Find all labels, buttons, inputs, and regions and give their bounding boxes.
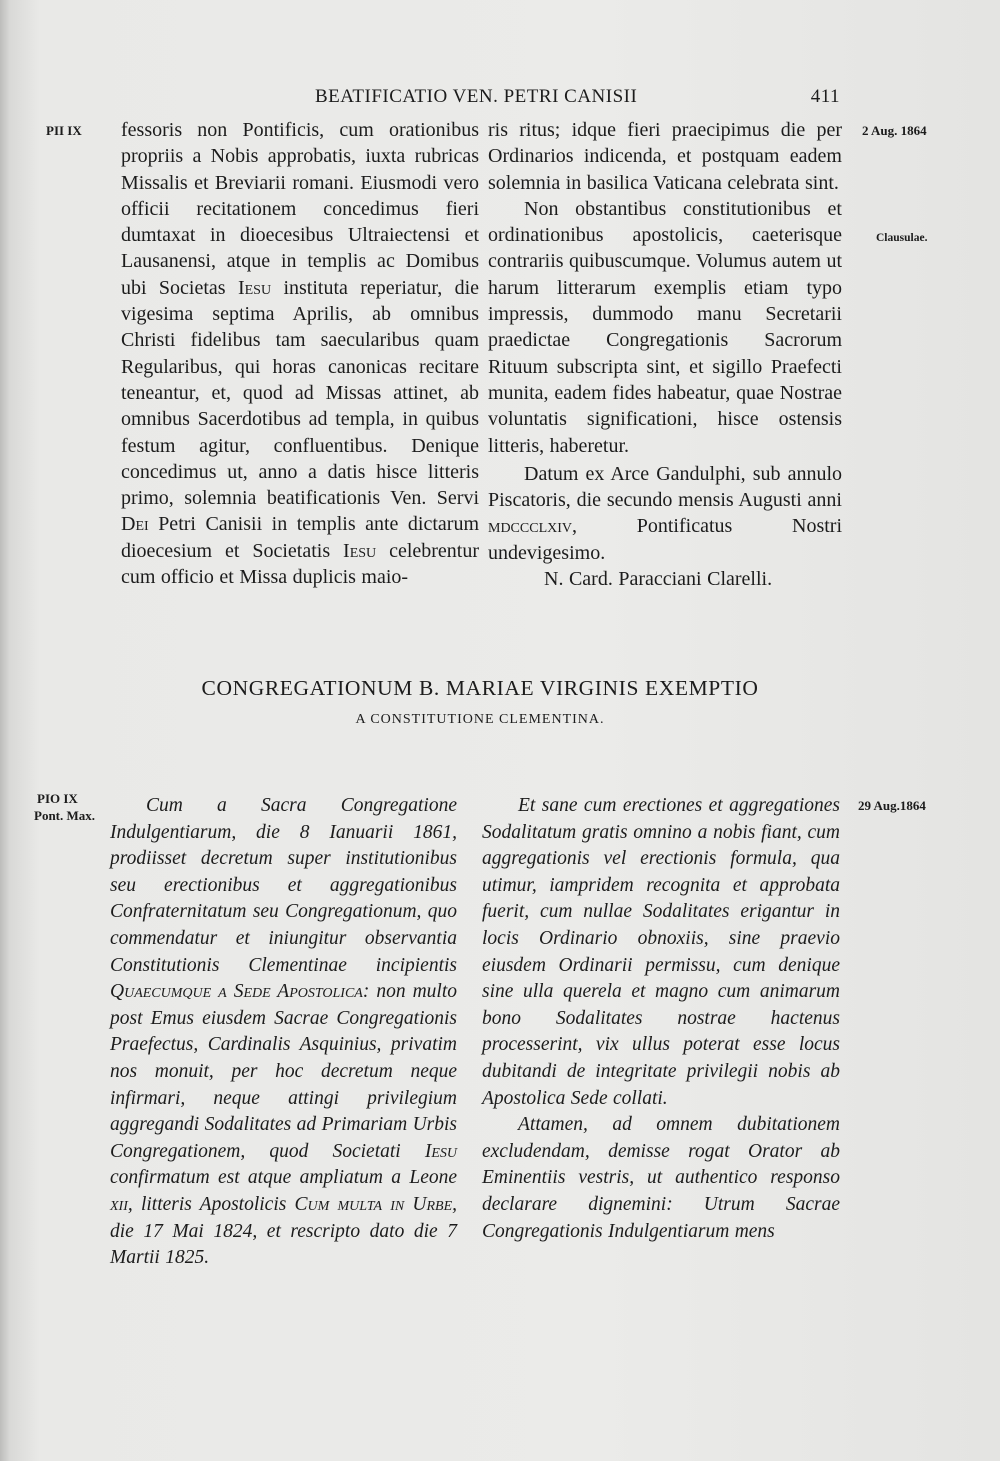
- margin-pio: PIO IX: [37, 791, 78, 806]
- section-subtitle: A CONSTITUTIONE CLEMENTINA.: [355, 712, 605, 727]
- iesu-smallcaps: Iesu: [424, 1140, 457, 1162]
- iesu-smallcaps: Iesu: [343, 539, 377, 562]
- signature: N. Card. Paracciani Clarelli.: [544, 568, 773, 591]
- page-number: 411: [810, 86, 840, 107]
- column-3-text: [110, 793, 457, 1272]
- pope-number-smallcaps: xii: [110, 1193, 128, 1215]
- section-title: CONGREGATIONUM B. MARIAE VIRGINIS EXEMPTIO: [201, 676, 759, 700]
- margin-note-date-1: 2 Aug. 1864: [862, 123, 927, 138]
- column-2-paragraph-1: ris ritus; idque fieri praecipimus die per Ordinarios indicenda, et postquam eadem solemnia in basilica Vaticana celebrata sint.: [488, 119, 842, 194]
- margin-note-clausulae: Clausulae.: [876, 232, 928, 244]
- quaecumque-smallcaps: Quaecumque a Sede Apostolica: [110, 981, 363, 1003]
- column-2-text: [488, 117, 842, 592]
- margin-note-date-2: 29 Aug.1864: [858, 798, 926, 813]
- running-header: [120, 86, 840, 110]
- year-smallcaps: mdccclxiv: [488, 515, 573, 538]
- column-4-paragraph-1: Et sane cum erectiones et aggregationes Sodalitatum gratis omnino a nobis fiant, cum aggregationis vel erectionis formula, qua utimur, iampridem recognita et approbata fuerit, cum nullae Sodalitates erigantur in locis Ordinario obnoxiis, sine praevio eiusdem Ordinarii permissu, cum denique sine ulla querela et magno cum animarum bono Sodalitates nostrae hactenus processerint, vix ullus poterat esse locus dubitandi de integritate privilegii nobis ab Apostolica Sede collati.: [482, 795, 840, 1109]
- column-2-paragraph-3: Datum ex Arce Gandulphi, sub annulo Piscatoris, die secundo mensis Augusti anni mdccclxiv, Pontificatus Nostri undevigesimo.: [488, 462, 842, 564]
- margin-pont-max: Pont. Max.: [34, 808, 96, 823]
- column-4-paragraph-2: Attamen, ad omnem dubitationem excludendam, demisse rogat Orator ab Eminentiis vestris, ut authentico responso declarare dignemini: Utrum Sacrae Congregationis Indulgentiarum mens: [482, 1114, 840, 1242]
- margin-note-left-section: [34, 790, 95, 824]
- column-2-paragraph-2: Non obstantibus constitutionibus et ordinationibus apostolicis, caeterisque contrariis quibuscumque. Volumus autem ut harum litterarum exemplis etiam typo impressis, dummodo manu Secretarii praedictae Congregationis Sacrorum Rituum subscripta sint, et sigillo Praefecti munita, eadem fides habeatur, quae Nostrae voluntatis significationi, hisce ostensis litteris, haberetur.: [488, 197, 843, 457]
- cum-multa-smallcaps: Cum multa in Urbe: [294, 1193, 453, 1215]
- column-3-paragraph: Cum a Sacra Congregatione Indulgentiarum, die 8 Ianuarii 1861, prodiisset decretum super institutionibus seu erectionibus et aggregationibus Confraternitatum seu Congregationum, quo commendatur et iniungitur observantia Constitutionis Clementinae incipientis Quaecumque a Sede Apostolica: non multo post Emus eiusdem Sacrae Congregationis Praefectus, Cardinalis Asquinius, privatim nos monuit, per hoc decretum neque infirmari, neque attingi privilegium aggregandi Sodalitates ad Primariam Urbis Congregationem, quod Societati Iesu confirmatum est atque ampliatum a Leone xii, litteris Apostolicis Cum multa in Urbe, die 17 Mai 1824, et rescripto dato die 7 Martii 1825.: [110, 795, 457, 1269]
- column-1-text: [121, 117, 479, 590]
- running-title: BEATIFICATIO VEN. PETRI CANISII: [315, 86, 638, 107]
- column-1-paragraph: fessoris non Pontificis, cum orationibus propriis a Nobis approbatis, iuxta rubricas Missalis et Breviarii romani. Eiusmodi vero officii recitationem concedimus fieri dumtaxat in dioecesibus Ultraiectensi et Lausanensi, atque in templis ac Domibus ubi Societas Iesu instituta reperiatur, die vigesima septima Aprilis, ab omnibus Christi fidelibus tam saecularibus quam Regularibus, qui horas canonicas recitare teneantur, et, quod ad Missas attinet, ab omnibus Sacerdotibus ad templa, in quibus festum agitur, confluentibus. Denique concedimus ut, anno a datis hisce litteris primo, solemnia beatificationis Ven. Servi Dei Petri Canisii in templis ante dictarum dioecesium et Societatis Iesu celebrentur cum officio et Missa duplicis maio-: [121, 119, 480, 589]
- column-4-text: [482, 793, 840, 1245]
- margin-note-left-top: PII IX: [46, 123, 82, 138]
- dei-smallcaps: Dei: [121, 513, 149, 536]
- iesu-smallcaps: Iesu: [237, 276, 272, 299]
